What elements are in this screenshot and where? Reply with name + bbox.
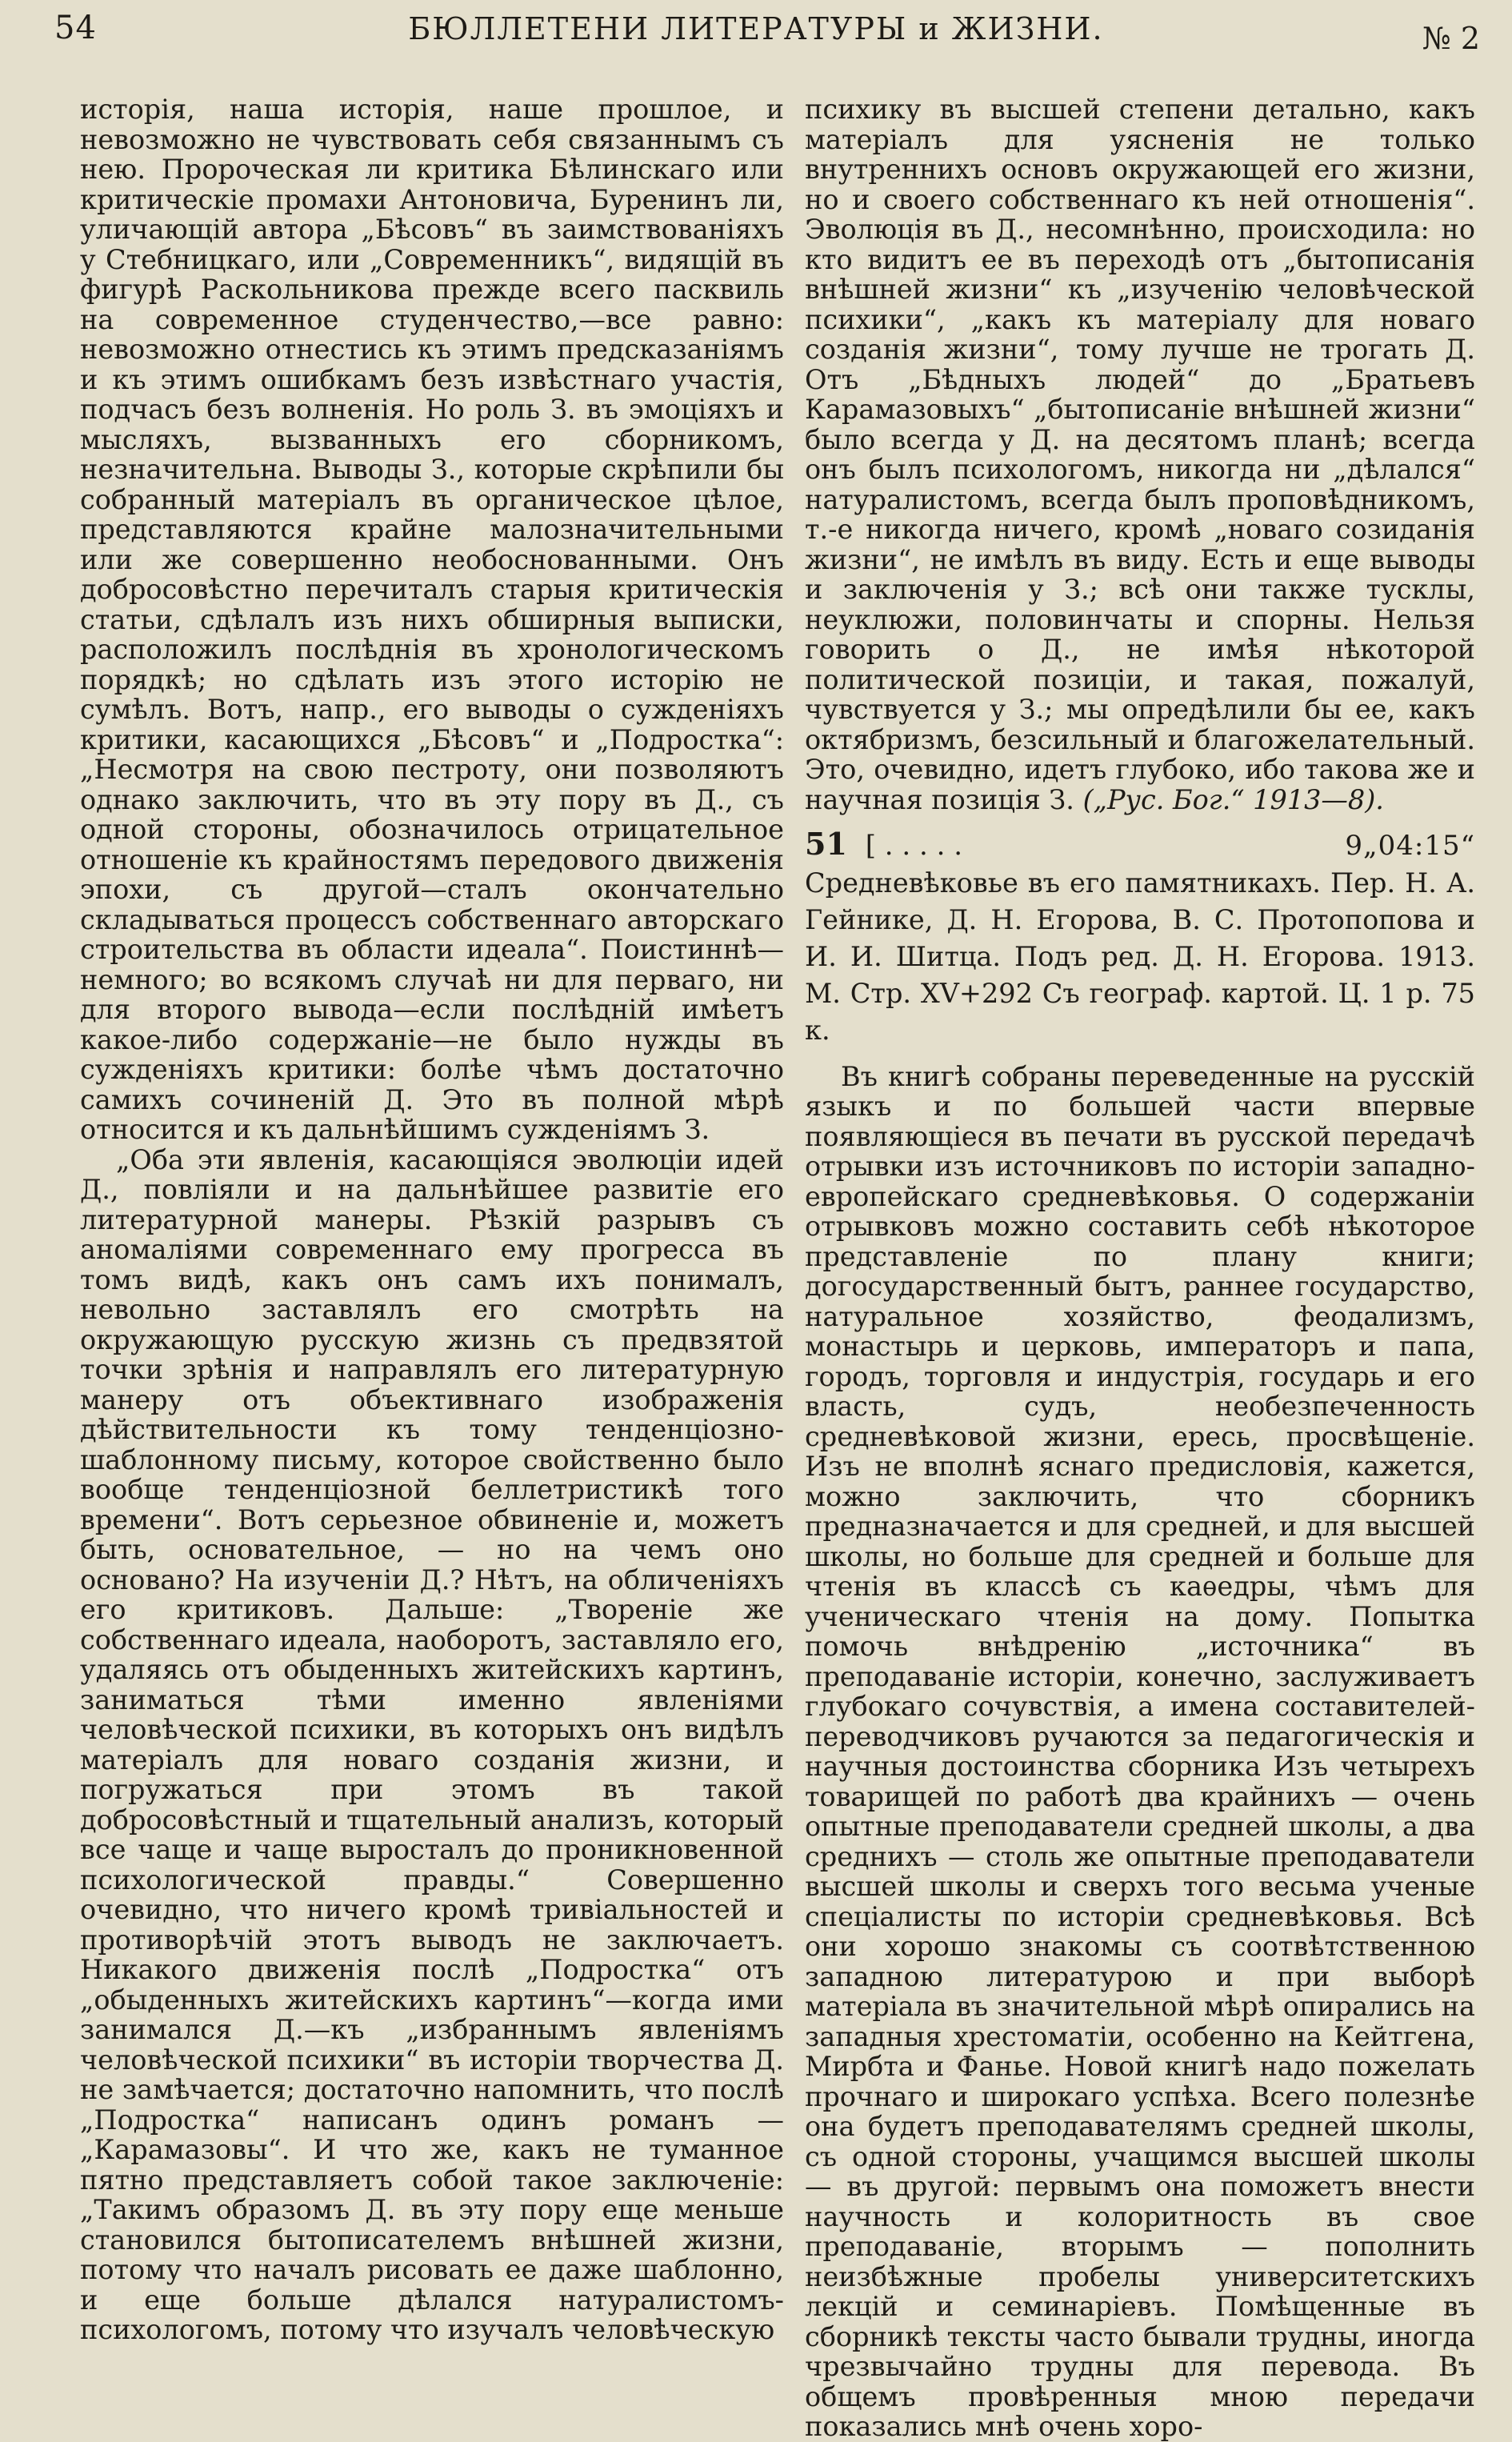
book-description: Средневѣковье въ его памятникахъ. Пер. Н. А. Гейнике, Д. Н. Егорова, В. С. Протопопова и И. И. Шитца. Подъ ред. Д. Н. Егорова. 1913. М. Стр. XV+292 Съ географ. картой. Ц. 1 р. 75 к.: [805, 867, 1475, 1046]
left-column: [80, 94, 784, 2345]
journal-title: БЮЛЛЕТЕНИ ЛИТЕРАТУРЫ и ЖИЗНИ.: [408, 11, 1104, 46]
paragraph: исторія, наша исторія, наше прошлое, и невозможно не чувствовать себя связаннымъ съ нею. Пророческая ли критика Бѣлинскаго или критическіе промахи Антоновича, Буренинъ ли, уличающій автора „Бѣсовъ“ въ заимствованіяхъ у Стебницкаго, или „Современникъ“, видящій въ фигурѣ Раскольникова прежде всего пасквиль на современное студенчество,—все равно: невозможно отнестись къ этимъ предсказаніямъ и къ этимъ ошибкамъ безъ извѣстнаго участія, подчасъ безъ волненія. Но роль З. въ эмоціяхъ и мысляхъ, вызванныхъ его сборникомъ, незначительна. Выводы З., которые скрѣпили бы собранный матеріалъ въ органическое цѣлое, представляются крайне малозначительными или же совершенно необоснованными. Онъ добросовѣстно перечиталъ старыя критическія статьи, сдѣлалъ изъ нихъ обширныя выписки, расположилъ послѣднія въ хронологическомъ порядкѣ; но сдѣлать изъ этого исторію не сумѣлъ. Вотъ, напр., его выводы о сужденіяхъ критики, касающихся „Бѣсовъ“ и „Подростка“: „Несмотря на свою пестроту, они позволяютъ однако заключить, что въ эту пору въ Д., съ одной стороны, обозначилось отрицательное отношеніе къ крайностямъ передового движенія эпохи, съ другой—сталъ окончательно складываться процессъ собственнаго авторскаго строительства въ области идеала“. Поистиннѣ—немного; во всякомъ случаѣ ни для перваго, ни для второго вывода—если послѣдній имѣетъ какое-либо содержаніе—не было нужды въ сужденіяхъ критики: болѣе чѣмъ достаточно самихъ сочиненій Д. Это въ полной мѣрѣ относится и къ дальнѣйшимъ сужденіямъ З.: [80, 94, 784, 1145]
citation: („Рус. Бог.“ 1913—8).: [1082, 783, 1384, 815]
paragraph: Въ книгѣ собраны переведенные на русскій языкъ и по большей части впервые появляющіеся въ печати въ русской передачѣ отрывки изъ источниковъ по исторіи западно-европейскаго средневѣковья. О содержаніи отрывковъ можно составить себѣ нѣкоторое представленіе по плану книги; догосударственный бытъ, раннее государство, натуральное хозяйство, феодализмъ, монастырь и церковь, императоръ и папа, городъ, торговля и индустрія, государь и его власть, судъ, необезпеченность средневѣковой жизни, ересь, просвѣщеніе. Изъ не вполнѣ яснаго предисловія, кажется, можно заключить, что сборникъ предназначается и для средней, и для высшей школы, но больше для средней и больше для чтенія въ классѣ съ каѳедры, чѣмъ для ученическаго чтенія на дому. Попытка помочь внѣдренію „источника“ въ преподаваніе исторіи, конечно, заслуживаетъ глубокаго сочувствія, а имена составителей-переводчиковъ ручаются за педагогическія и научныя достоинства сборника Изъ четырехъ товарищей по работѣ два крайнихъ — очень опытные преподаватели средней школы, а два среднихъ — столь же опытные преподаватели высшей школы и сверхъ того весьма ученые спеціалисты по исторіи средневѣковья. Всѣ они хорошо знакомы съ соотвѣтственною западною литературою и при выборѣ матеріала въ значительной мѣрѣ опирались на западныя хрестоматіи, особенно на Кейтгена, Мирбта и Фанье. Новой книгѣ надо пожелать прочнаго и широкаго успѣха. Всего полезнѣе она будетъ преподавателямъ средней школы, съ одной стороны, учащимся высшей школы — въ другой: первымъ она поможетъ внести научность и колоритность въ свое преподаваніе, вторымъ — пополнить неизбѣжные пробелы университетскихъ лекцій и семинаріевъ. Помѣщенные въ сборникѣ тексты часто бывали трудны, иногда чрезвычайно трудны для перевода. Въ общемъ провѣренныя мною передачи показались мнѣ очень хоро-: [805, 1060, 1475, 2442]
entry-left: [805, 826, 963, 862]
paragraph-text: психику въ высшей степени детально, какъ матеріалъ для уясненія не только внутреннихъ основъ окружающей его жизни, но и своего собственнаго къ ней отношенія“. Эволюція въ Д., несомнѣнно, происходила: но кто видитъ ее въ переходѣ отъ „бытописанія внѣшней жизни“ къ „изученію человѣческой психики“, „какъ къ матеріалу для новаго созданія жизни“, тому лучше не трогать Д. Отъ „Бѣдныхъ людей“ до „Братьевъ Карамазовыхъ“ „бытописаніе внѣшней жизни“ было всегда у Д. на десятомъ планѣ; всегда онъ былъ психологомъ, никогда ни „дѣлался“ натуралистомъ, всегда былъ проповѣдникомъ, т.-е никогда ничего, кромѣ „новаго созиданія жизни“, не имѣлъ въ виду. Есть и еще выводы и заключенія у З.; всѣ они также тусклы, неуклюжи, половинчаты и спорны. Нельзя говорить о Д., не имѣя нѣкоторой политической позиціи, и такая, пожалуй, чувствуется у З.; мы опредѣлили бы ее, какъ октябризмъ, безсильный и благожелательный. Это, очевидно, идетъ глубоко, ибо такова же и научная позиція З.: [805, 94, 1475, 815]
issue-number: № 2: [1422, 21, 1480, 56]
page-header: [0, 0, 1512, 64]
page-number: 54: [54, 10, 97, 46]
classification-code: 9„04:15“: [1345, 830, 1475, 862]
entry-placeholder: [ . . . . .: [865, 830, 963, 862]
entry-number: 51: [805, 826, 847, 862]
paragraph: „Оба эти явленія, касающіяся эволюціи идей Д., повліяли и на дальнѣйшее развитіе его литературной манеры. Рѣзкій разрывъ съ аномаліями современнаго ему прогресса въ томъ видѣ, какъ онъ самъ ихъ понималъ, невольно заставлялъ его смотрѣть на окружающую русскую жизнь съ предвзятой точки зрѣнія и направлялъ его литературную манеру отъ объективнаго изображенія дѣйствительности къ тому тенденціозно-шаблонному письму, которое свойственно было вообще тенденціозной беллетристикѣ того времени“. Вотъ серьезное обвиненіе и, можетъ быть, основательное, — но на чемъ оно основано? На изученіи Д.? Нѣтъ, на обличеніяхъ его критиковъ. Дальше: „Твореніе же собственнаго идеала, наоборотъ, заставляло его, удаляясь отъ обыденныхъ житейскихъ картинъ, заниматься тѣми именно явленіями человѣческой психики, въ которыхъ онъ видѣлъ матеріалъ для новаго созданія жизни, и погружаться при этомъ въ такой добросовѣстный и тщательный анализъ, который все чаще и чаще выросталъ до проникновенной психологической правды.“ Совершенно очевидно, что ничего кромѣ тривіальностей и противорѣчій этотъ выводъ не заключаетъ. Никакого движенія послѣ „Подростка“ отъ „обыденныхъ житейскихъ картинъ“—когда ими занимался Д.—къ „избраннымъ явленіямъ человѣческой психики“ въ исторіи творчества Д. не замѣчается; достаточно напомнить, что послѣ „Подростка“ написанъ одинъ романъ — „Карамазовы“. И что же, какъ не туманное пятно представляетъ собой такое заключеніе: „Такимъ образомъ Д. въ эту пору еще меньше становился бытописателемъ внѣшней жизни, потому что началъ рисовать ее даже шаблонно, и еще больше дѣлался натуралистомъ-психологомъ, потому что изучалъ человѣческую: [80, 1143, 784, 2345]
bibliography-entry-header: [805, 826, 1475, 862]
right-column: [805, 94, 1475, 2442]
paragraph: [805, 94, 1475, 815]
